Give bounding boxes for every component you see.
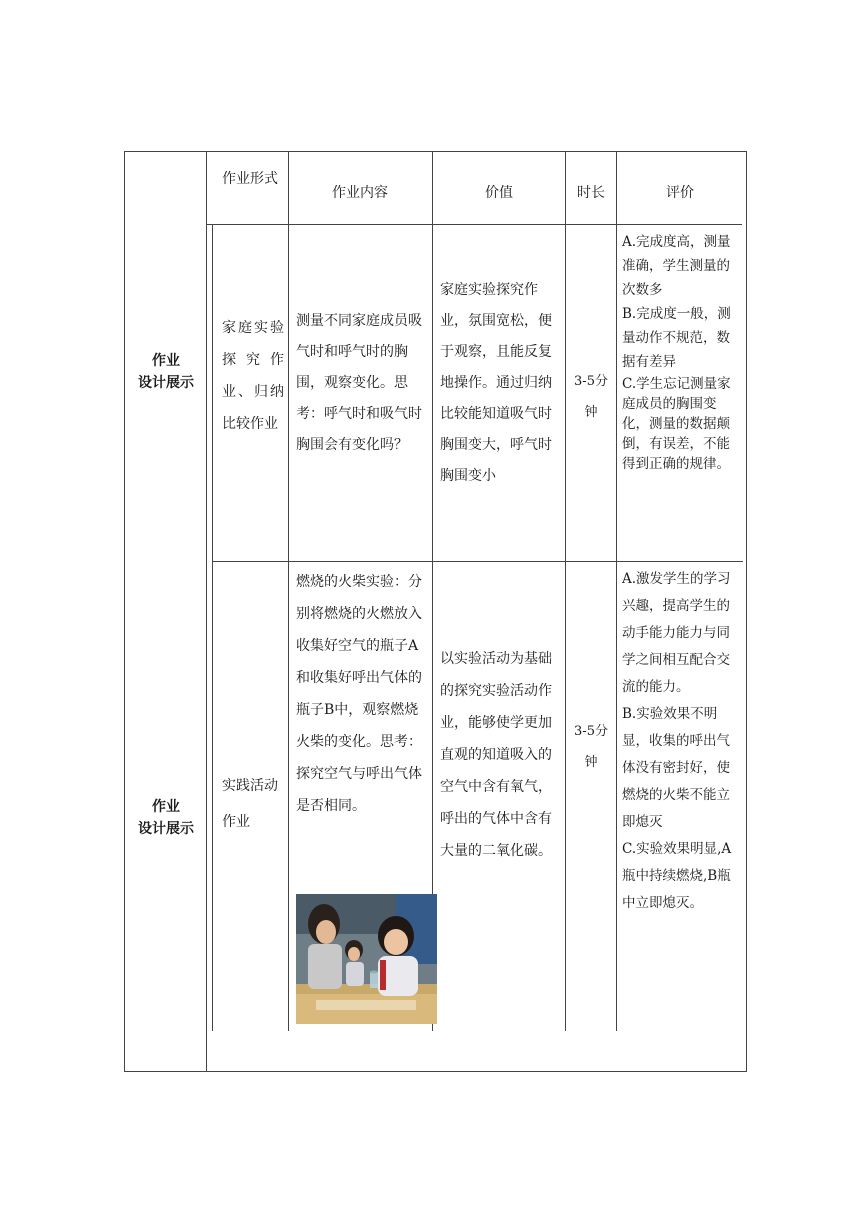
header-duration: 时长 — [577, 185, 605, 201]
header-content: 作业内容 — [332, 185, 388, 201]
classroom-photo — [296, 894, 437, 1024]
row2-duration: 3-5分钟 — [574, 724, 608, 770]
row2-content: 燃烧的火柴实验：分别将燃烧的火燃放入收集好空气的瓶子A和收集好呼出气体的瓶子B中，观察燃烧火柴的变化。思考：探究空气与呼出气体是否相同。 — [296, 574, 422, 814]
row2-eval-c: C.实验效果明显,A瓶中持续燃烧,B瓶中立即熄灭。 — [622, 841, 732, 911]
row1-eval-c: C.学生忘记测量家庭成员的胸围变化，测量的数据颠倒，有误差，不能得到正确的规律。 — [622, 376, 731, 472]
row2-eval-a: A.激发学生的学习兴趣，提高学生的动手能力能力与同学之间相互配合交流的能力。 — [622, 571, 731, 695]
header-form: 作业形式 — [222, 171, 278, 187]
side-label-1: 作业 设计展示 — [138, 353, 194, 391]
row1-form: 家庭实验探究作业、归纳比较作业 — [222, 320, 284, 432]
row1-content: 测量不同家庭成员吸气时和呼气时的胸围，观察变化。思考：呼气时和吸气时胸围会有变化吗？ — [296, 313, 422, 453]
header-value: 价值 — [485, 185, 513, 201]
row1-value: 家庭实验探究作业，氛围宽松，便于观察，且能反复地操作。通过归纳比较能知道吸气时胸围变大，呼气时胸围变小 — [440, 282, 552, 484]
row1-eval-a: A.完成度高，测量准确，学生测量的次数多 — [622, 234, 731, 298]
row1-duration: 3-5分钟 — [574, 374, 608, 420]
row1-eval-b: B.完成度一般，测量动作不规范，数据有差异 — [622, 306, 731, 370]
row2-form: 实践活动作业 — [222, 778, 278, 830]
row2-eval-b: B.实验效果不明显，收集的呼出气体没有密封好，使燃烧的火柴不能立即熄灭 — [622, 706, 730, 830]
side-label-2: 作业 设计展示 — [138, 799, 194, 837]
row1-evaluation — [622, 230, 740, 474]
header-evaluation: 评价 — [666, 185, 694, 201]
row2-evaluation — [622, 566, 740, 917]
row2-value: 以实验活动为基础的探究实验活动作业，能够使学更加直观的知道吸入的空气中含有氧气，呼出的气体中含有大量的二氧化碳。 — [440, 651, 552, 859]
